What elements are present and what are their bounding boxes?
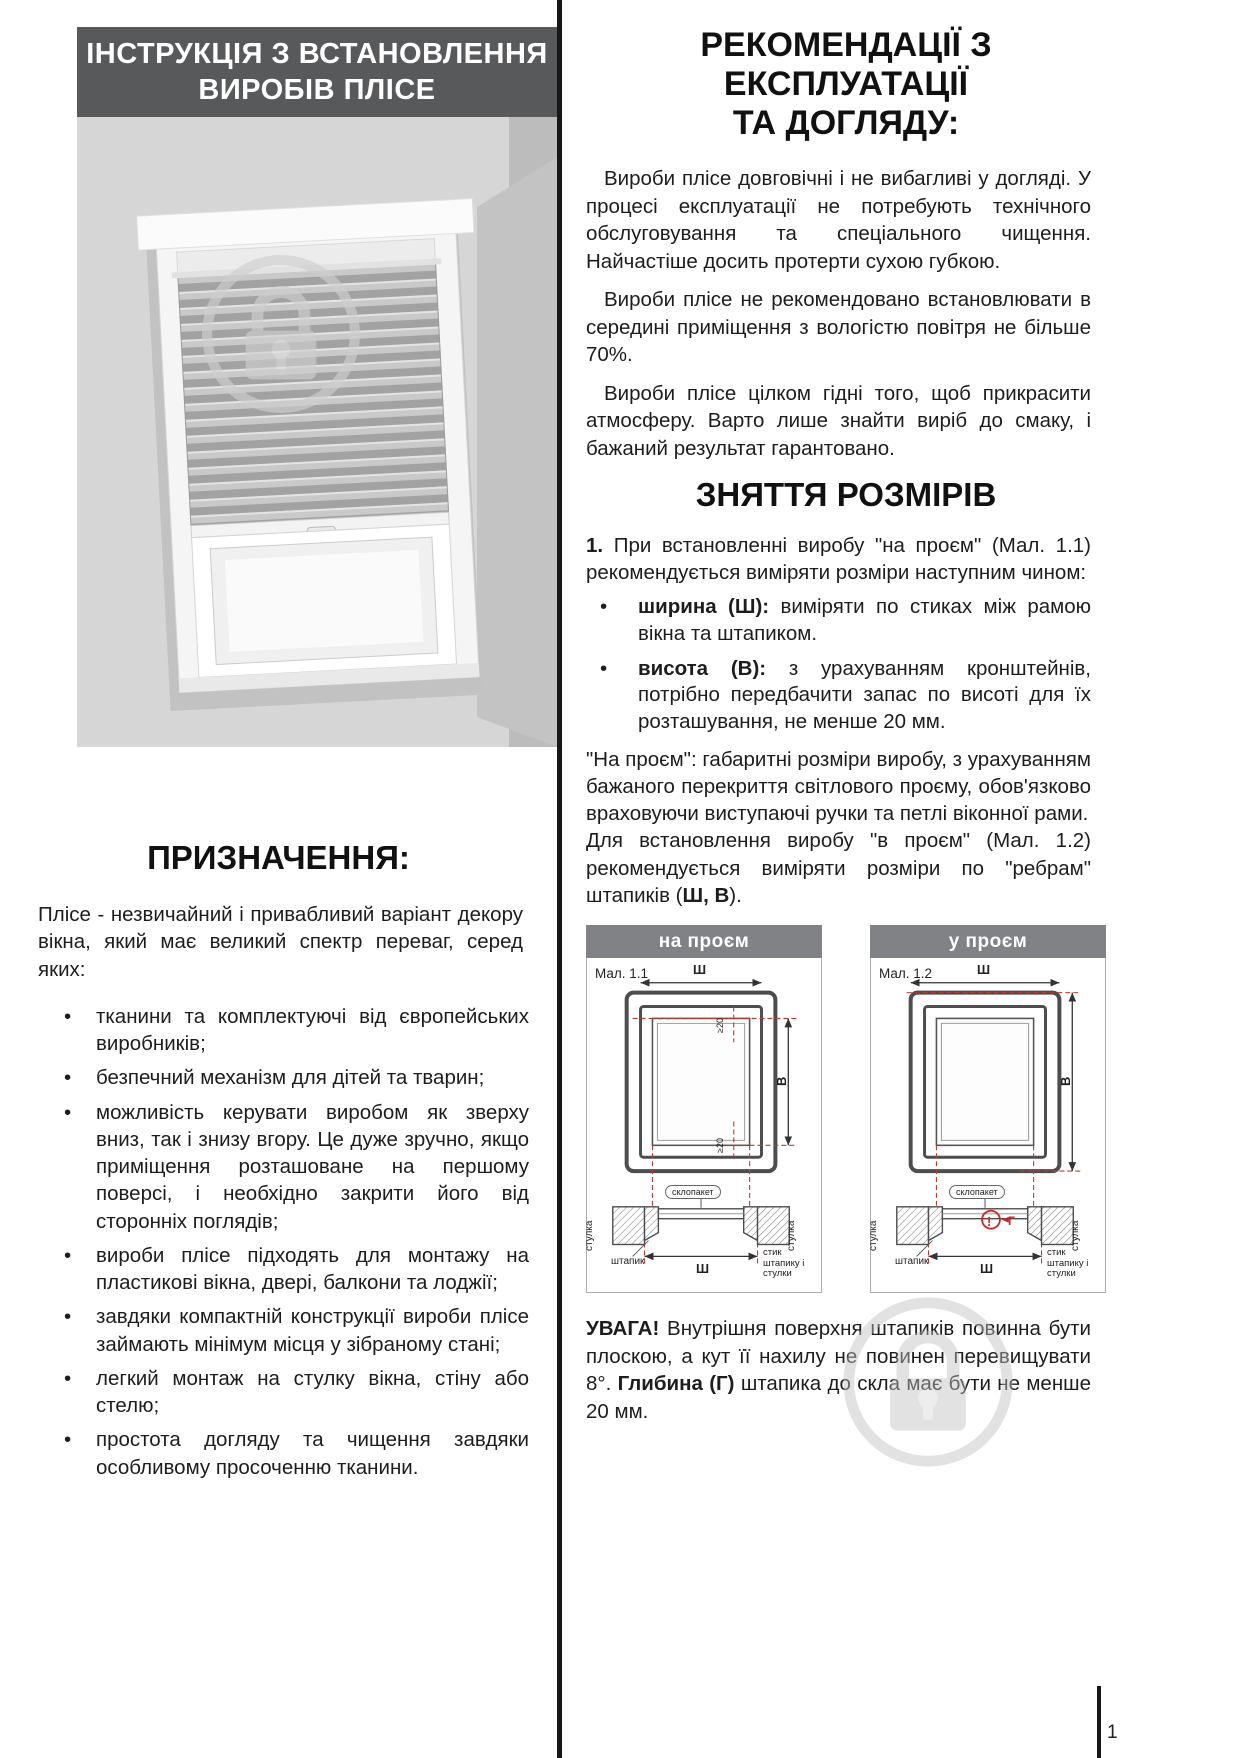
- list-item: [62, 1099, 529, 1235]
- list-item-text: тканини та комплектуючі від європейських виробників;: [96, 1004, 529, 1055]
- height-dimension-label: В: [774, 1076, 789, 1087]
- v-proem-paragraph: [586, 827, 1091, 909]
- page-number: 1: [1107, 1722, 1118, 1743]
- care-paragraph: Вироби плісе цілком гідні того, щоб прикрасити атмосферу. Варто лише знайти виріб до смаку, і бажаний результат гарантовано.: [586, 381, 1091, 460]
- figure-na-proem: [586, 925, 822, 1293]
- care-title-line2: ТА ДОГЛЯДУ:: [732, 104, 960, 143]
- bottom-width-label: Ш: [980, 1261, 994, 1277]
- figure-diagram: [586, 958, 822, 1293]
- na-proem-paragraph: "На проєм": габаритні розміри виробу, з урахуванням бажаного перекриття світлового проєму, обов'язково враховуючи виступаючі ручки та петлі віконної рами.: [586, 747, 1091, 826]
- bead-label: штапик: [895, 1256, 929, 1268]
- measuring-title: ЗНЯТТЯ РОЗМІРІВ: [695, 475, 997, 513]
- measuring-bullet-width: [586, 594, 1091, 647]
- figures-row: [586, 925, 1106, 1293]
- measuring-step: [586, 532, 1091, 587]
- bullet-label: висота (В):: [638, 656, 767, 680]
- attention-paragraph: [586, 1315, 1091, 1425]
- step-text: При встановленні виробу "на проєм" (Мал. 1.1) рекомендується виміряти розміри наступним чином:: [586, 533, 1091, 585]
- bottom-width-label: Ш: [696, 1261, 710, 1277]
- bullet-label: ширина (Ш):: [638, 595, 770, 619]
- sash-right-label: стулка: [786, 1220, 797, 1252]
- sash-right-label: стулка: [1070, 1220, 1081, 1252]
- page-number-divider: [1097, 1686, 1101, 1758]
- list-item-text: можливість керувати виробом як зверху вниз, так і знизу вгору. Це дуже зручно, якщо приміщення розташоване на першому поверсі, і необхідно закрити його від сторонніх поглядів;: [96, 1100, 529, 1233]
- care-title: [586, 26, 1106, 143]
- attention-text-end: штапика до скла має бути не менше 20 мм.: [586, 1372, 1091, 1423]
- width-dimension-label: Ш: [693, 962, 707, 978]
- bullet-text: з урахуванням кронштейнів, потрібно передбачити запас по висоті для їх розташування, не менше 20 мм.: [638, 656, 1092, 734]
- warning-exclamation-icon: !: [987, 1214, 992, 1230]
- window-blind-scene: [77, 117, 557, 747]
- width-dimension-label: Ш: [977, 962, 991, 978]
- list-item: [62, 1365, 529, 1420]
- sash-left-label: стулка: [868, 1220, 879, 1252]
- v-proem-text-end: ).: [729, 883, 742, 907]
- list-item: [62, 1426, 529, 1481]
- left-header-line2: ВИРОБІВ ПЛІСЕ: [198, 74, 436, 106]
- sash-left-label: стулка: [584, 1220, 595, 1252]
- figure-u-proem: [870, 925, 1106, 1293]
- measuring-bullet-height: [586, 656, 1091, 736]
- column-divider: [557, 0, 562, 1758]
- left-column: [0, 0, 557, 1488]
- depth-label: Г: [1008, 1214, 1015, 1229]
- glass-unit-label: склопакет: [665, 1185, 721, 1199]
- left-header-line1: ІНСТРУКЦІЯ З ВСТАНОВЛЕННЯ: [86, 37, 548, 70]
- list-item-text: легкий монтаж на стулку вікна, стіну або стелю;: [96, 1366, 529, 1417]
- list-item: [62, 1303, 529, 1358]
- figure-caption: Мал. 1.1: [595, 966, 649, 982]
- height-dimension-label: В: [1058, 1076, 1073, 1087]
- care-paragraphs: [586, 165, 1106, 462]
- purpose-title: ПРИЗНАЧЕННЯ:: [147, 839, 410, 876]
- attention-text: Внутрішня поверхня штапиків повинна бути плоскою, а кут її нахилу не повинен перевищувати 8°.: [586, 1317, 1091, 1396]
- bullet-text: виміряти по стиках між рамою вікна та штапиком.: [638, 595, 1092, 646]
- figure-header: на проєм: [586, 925, 822, 958]
- figure-header: у проєм: [870, 925, 1106, 958]
- list-item-text: вироби плісе підходять для монтажу на пластикові вікна, двері, балкони та лоджії;: [96, 1243, 529, 1294]
- glass-unit-label: склопакет: [949, 1185, 1005, 1199]
- left-header-banner: [77, 27, 557, 117]
- purpose-intro: Плісе - незвичайний і привабливий варіант декору вікна, який має великий спектр переваг, серед яких:: [38, 903, 523, 981]
- gap-bottom-label: ≥20: [715, 1138, 725, 1154]
- v-proem-bold: Ш, В: [682, 883, 730, 907]
- right-column: [586, 0, 1106, 1425]
- list-item-text: завдяки компактній конструкції вироби плісе займають мінімум місця у зібраному стані;: [96, 1305, 529, 1356]
- attention-label: УВАГА!: [586, 1317, 660, 1341]
- list-item-text: безпечний механізм для дітей та тварин;: [96, 1066, 485, 1090]
- step-number: 1.: [586, 533, 604, 557]
- joint-label: стик штапику і стулки: [763, 1247, 805, 1280]
- v-proem-text: Для встановлення виробу "в проєм" (Мал. 1.2) рекомендується виміряти розміри по "ребрам" штапиків (: [586, 829, 1091, 907]
- gap-top-label: ≥20: [715, 1018, 725, 1034]
- bead-label: штапик: [611, 1256, 645, 1268]
- joint-label: стик штапику і стулки: [1047, 1247, 1089, 1280]
- care-title-line1: РЕКОМЕНДАЦІЇ З ЕКСПЛУАТАЦІЇ: [700, 26, 992, 104]
- list-item: [62, 1242, 529, 1297]
- figure-caption: Мал. 1.2: [879, 966, 933, 982]
- care-paragraph: Вироби плісе не рекомендовано встановлювати в середині приміщення з вологістю повітря не більше 70%.: [586, 288, 1091, 367]
- window-illustration: [77, 117, 557, 747]
- purpose-list: [62, 1003, 529, 1481]
- figure-diagram: [870, 958, 1106, 1293]
- attention-bold-depth: Глибина (Г): [617, 1372, 735, 1396]
- list-item: [62, 1003, 529, 1058]
- list-item-text: простота догляду та чищення завдяки особливому просоченню тканини.: [96, 1428, 529, 1479]
- list-item: [62, 1064, 529, 1091]
- care-paragraph: Вироби плісе довговічні і не вибагливі у догляді. У процесі експлуатації не потребують технічного обслуговування та спеціального чищення. Найчастіше досить протерти сухою губкою.: [586, 167, 1091, 273]
